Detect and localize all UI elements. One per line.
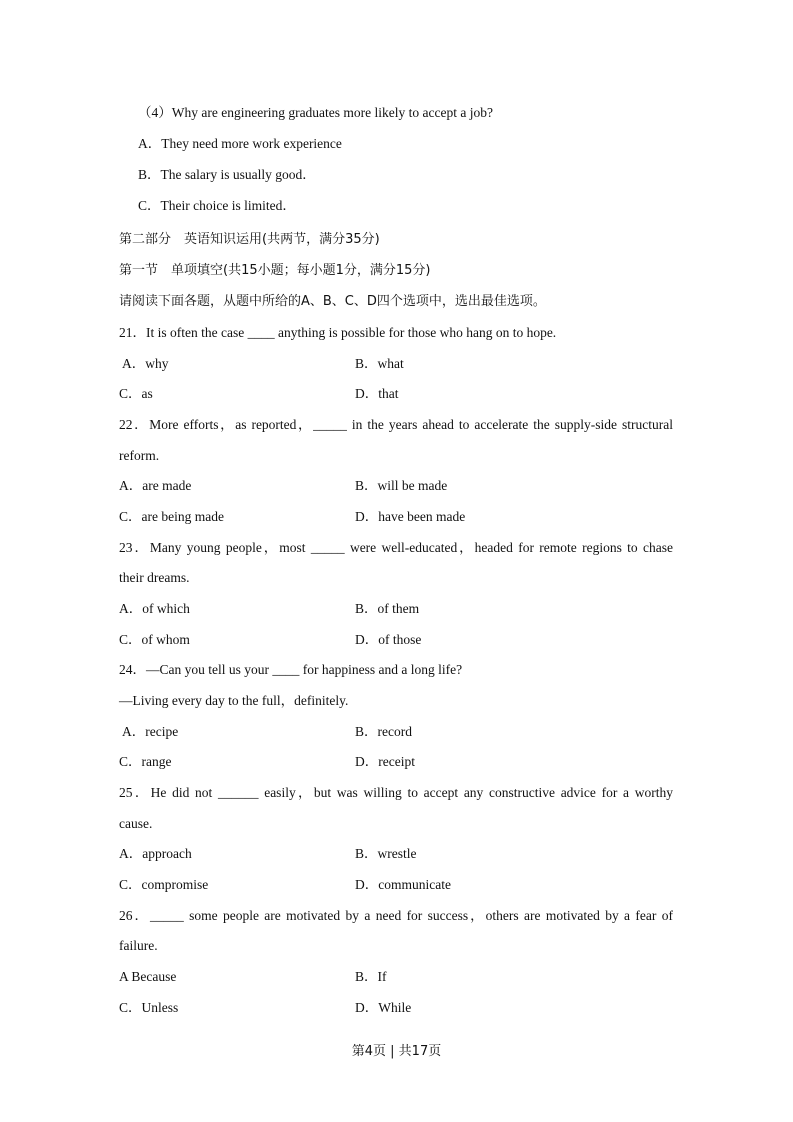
question-26-option-b: B．If (355, 969, 387, 984)
question-25-option-d: D．communicate (355, 877, 451, 892)
question-21-option-c: C．as (119, 386, 153, 401)
q4-option-b: B．The salary is usually good． (138, 167, 316, 182)
question-26-option-c: C．Unless (119, 1000, 179, 1015)
question-25-option-b: B．wrestle (355, 846, 417, 861)
question-25-stem: 25．He did not ______ easily，but was willing to accept any constructive advice for a worthy (119, 785, 673, 800)
question-24-option-b: B．record (355, 724, 412, 739)
question-22-option-a: A．are made (119, 478, 192, 493)
section1-heading: 第一节 单项填空(共15小题；每小题1分，满分15分) (119, 263, 431, 278)
question-23-option-a: A．of which (119, 601, 190, 616)
question-23-option-b: B．of them (355, 601, 420, 616)
question-25-option-c: C．compromise (119, 877, 209, 892)
question-24-option-a: A．recipe (122, 724, 179, 739)
question-23-option-d: D．of those (355, 632, 422, 647)
question-25-stem-cont: cause. (119, 816, 153, 831)
question-24-option-c: C．range (119, 754, 172, 769)
question-23-stem: 23．Many young people，most _____ were well-educated，headed for remote regions to chase (119, 540, 673, 555)
question-21-option-a: A．why (122, 356, 169, 371)
question-21-stem: 21．It is often the case ____ anything is possible for those who hang on to hope. (119, 325, 557, 340)
question-23-stem-cont: their dreams. (119, 570, 190, 585)
question-26-stem-cont: failure. (119, 938, 158, 953)
q4-option-a: A．They need more work experience (138, 136, 342, 151)
question-22-option-c: C．are being made (119, 509, 224, 524)
question-22-stem-cont: reform. (119, 448, 160, 463)
question-23-option-c: C．of whom (119, 632, 190, 647)
page-footer: 第4页 | 共17页 (351, 1044, 442, 1059)
question-22-option-d: D．have been made (355, 509, 466, 524)
section1-instruction: 请阅读下面各题，从题中所给的A、B、C、D四个选项中，选出最佳选项。 (119, 294, 546, 309)
question-26-option-d: D．While (355, 1000, 412, 1015)
part2-heading: 第二部分 英语知识运用(共两节，满分35分) (119, 232, 380, 247)
question-25-option-a: A．approach (119, 846, 192, 861)
question-24-option-d: D．receipt (355, 754, 415, 769)
question-22-stem: 22．More efforts，as reported，_____ in the years ahead to accelerate the supply-side structural (119, 417, 673, 432)
q4-stem: （4）Why are engineering graduates more likely to accept a job? (138, 105, 493, 120)
question-21-option-b: B．what (355, 356, 404, 371)
q4-option-c: C．Their choice is limited． (138, 198, 296, 213)
question-21-option-d: D．that (355, 386, 399, 401)
question-24-stem: 24．—Can you tell us your ____ for happiness and a long life? (119, 662, 463, 677)
question-22-option-b: B．will be made (355, 478, 448, 493)
question-26-stem: 26．_____ some people are motivated by a need for success，others are motivated by a fear of (119, 908, 673, 923)
question-26-option-a: A Because (119, 969, 177, 984)
question-24-answer-line: —Living every day to the full，definitely. (119, 693, 349, 708)
